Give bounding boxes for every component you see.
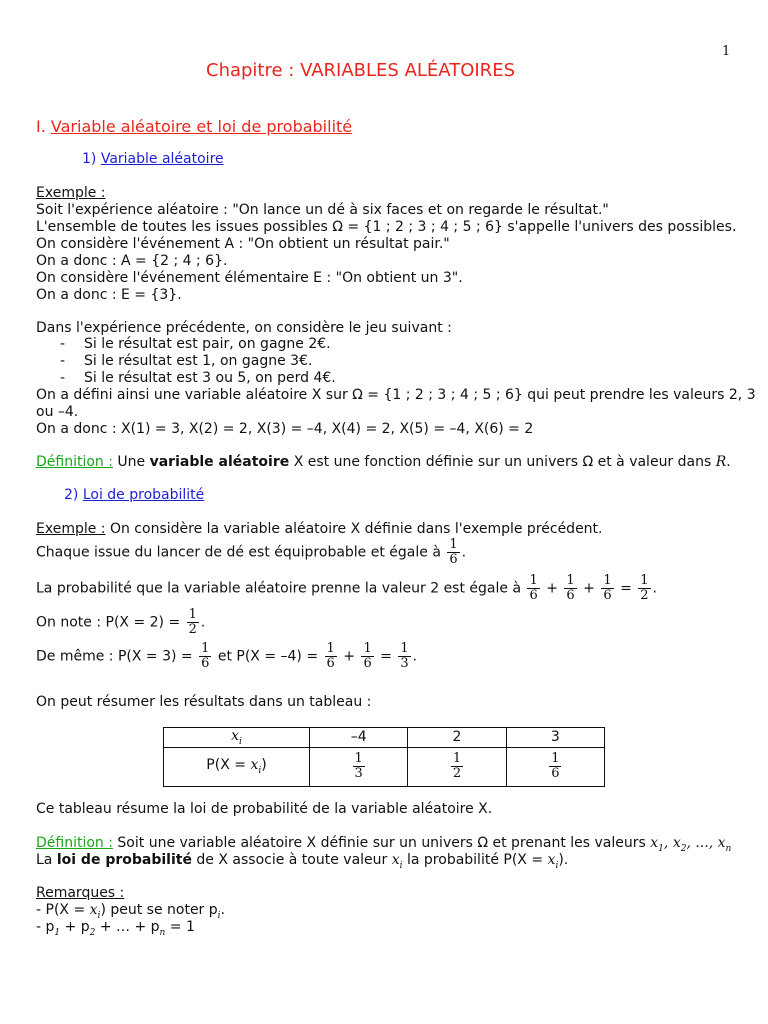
operator: = [620, 580, 632, 597]
example-line: On a donc : A = {2 ; 4 ; 6}. [36, 253, 228, 269]
bullet-dash: - [60, 353, 66, 369]
fraction: $\frac{1}{6}$ [603, 573, 612, 603]
bullet-item: Si le résultat est 1, on gagne 3€. [84, 353, 313, 369]
definition-text: X est une fonction définie sur un univers Ω et à valeur dans [293, 454, 712, 470]
text: De même : P(X = 3) = [36, 648, 193, 665]
table-cell: 2 [408, 728, 506, 748]
operator: = [380, 648, 392, 665]
bullet-item: Si le résultat est pair, on gagne 2€. [84, 336, 331, 352]
fraction: $\frac{1}{6}$ [201, 641, 210, 671]
definition-text: Une [117, 454, 146, 470]
operator: + [343, 648, 355, 665]
definition-text: de X associe à toute valeur [196, 852, 388, 868]
real-set-symbol: R [715, 454, 727, 470]
table-caption: Ce tableau résume la loi de probabilité de la variable aléatoire X. [36, 801, 493, 817]
subsection-heading-1 [82, 151, 224, 167]
table-header-cell: $P(X = x_i)$ [164, 747, 310, 786]
text: . [652, 580, 657, 597]
fraction: $\frac{1}{2}$ [640, 573, 649, 603]
fraction: $\frac{1}{6}$ [566, 573, 575, 603]
fraction: $\frac{1}{2}$ [188, 607, 197, 637]
table-row [164, 747, 605, 786]
definition-label: Définition : [36, 454, 113, 470]
game-defined-line: ou –4. [36, 404, 79, 420]
fraction: $\frac{1}{3}$ [354, 751, 363, 782]
table-cell [408, 747, 506, 786]
fraction: $\frac{1}{6}$ [529, 573, 538, 603]
text: . [412, 648, 418, 665]
definition-term: variable aléatoire [149, 454, 290, 470]
table-cell: 3 [506, 728, 604, 748]
operator: + [583, 580, 595, 597]
game-defined-line: On a défini ainsi une variable aléatoire X sur Ω = {1 ; 2 ; 3 ; 4 ; 5 ; 6} qui peut prendre les valeurs 2, 3 [36, 387, 756, 403]
definition-text: . [726, 454, 731, 470]
subsection-heading-2 [64, 487, 204, 503]
equiprobable-line [36, 538, 466, 567]
fraction: $\frac{1}{6}$ [449, 537, 458, 567]
example-text: On considère la variable aléatoire X définie dans l'exemple précédent. [109, 521, 603, 537]
probability-2-line [36, 574, 657, 603]
note-line [36, 608, 205, 637]
same-line [36, 642, 417, 671]
definition-term: loi de probabilité [56, 852, 192, 868]
subsection-title: Loi de probabilité [82, 487, 205, 503]
example-line: L'ensemble de toutes les issues possibles Ω = {1 ; 2 ; 3 ; 4 ; 5 ; 6} s'appelle l'univers des possibles. [36, 219, 737, 235]
operator: + [546, 580, 558, 597]
text: Chaque issue du lancer de dé est équiprobable et égale à [36, 544, 441, 561]
subsection-number: 2) [64, 487, 79, 503]
game-values-line: On a donc : X(1) = 3, X(2) = 2, X(3) = –4, X(4) = 2, X(5) = –4, X(6) = 2 [36, 421, 534, 437]
example-label: Exemple : [36, 521, 106, 537]
definition-text: La [36, 852, 53, 868]
definition-2-line-1: Définition : Soit une variable aléatoire X définie sur un univers Ω et prenant les valeurs $x_1$, $x_2$, ..., $x_n$ [36, 835, 732, 854]
table-cell [506, 747, 604, 786]
fraction: $\frac{1}{6}$ [551, 751, 560, 782]
bullet-dash: - [60, 370, 66, 386]
table-cell [310, 747, 408, 786]
text: . [200, 614, 206, 631]
subsection-number: 1) [82, 151, 97, 167]
table-row [164, 728, 605, 748]
section-number: I. [36, 117, 46, 136]
text: . [461, 544, 467, 561]
example-line: Soit l'expérience aléatoire : "On lance un dé à six faces et on regarde le résultat." [36, 202, 609, 218]
example-label: Exemple : [36, 185, 106, 201]
text: et P(X = –4) = [217, 648, 319, 665]
text: On note : P(X = 2) = [36, 614, 181, 631]
table-cell: –4 [310, 728, 408, 748]
table-header-cell: $x_i$ [164, 728, 310, 748]
section-heading-1 [36, 117, 352, 136]
fraction: $\frac{1}{6}$ [363, 641, 372, 671]
definition-text: Soit une variable aléatoire X définie sur un univers Ω et prenant les valeurs [117, 835, 646, 851]
probability-table [163, 727, 605, 787]
remark-item: - $p_1 + p_2$ + … + $p_n = 1$ [36, 919, 195, 938]
page-number: 1 [722, 44, 731, 59]
definition-label: Définition : [36, 835, 113, 851]
game-intro: Dans l'expérience précédente, on considère le jeu suivant : [36, 320, 452, 336]
remarks-label: Remarques : [36, 885, 125, 901]
page-title: Chapitre : VARIABLES ALÉATOIRES [206, 60, 515, 81]
definition-2-line-2: La loi de probabilité de X associe à toute valeur $x_i$ la probabilité $P(X = x_i)$. [36, 852, 569, 871]
remark-item: - $P(X = x_i)$ peut se noter $p_i$. [36, 902, 225, 921]
example-2-intro [36, 521, 603, 537]
example-line: On considère l'événement A : "On obtient un résultat pair." [36, 236, 450, 252]
definition-1 [36, 454, 731, 470]
fraction: $\frac{1}{3}$ [400, 641, 409, 671]
fraction: $\frac{1}{2}$ [452, 751, 462, 782]
summary-line: On peut résumer les résultats dans un tableau : [36, 694, 372, 710]
example-line: On considère l'événement élémentaire E : "On obtient un 3". [36, 270, 463, 286]
section-title: Variable aléatoire et loi de probabilité [50, 117, 353, 136]
text: La probabilité que la variable aléatoire prenne la valeur 2 est égale à [36, 580, 522, 597]
subsection-title: Variable aléatoire [100, 151, 224, 167]
example-line: On a donc : E = {3}. [36, 287, 182, 303]
bullet-dash: - [60, 336, 66, 352]
fraction: $\frac{1}{6}$ [326, 641, 335, 671]
bullet-item: Si le résultat est 3 ou 5, on perd 4€. [84, 370, 336, 386]
